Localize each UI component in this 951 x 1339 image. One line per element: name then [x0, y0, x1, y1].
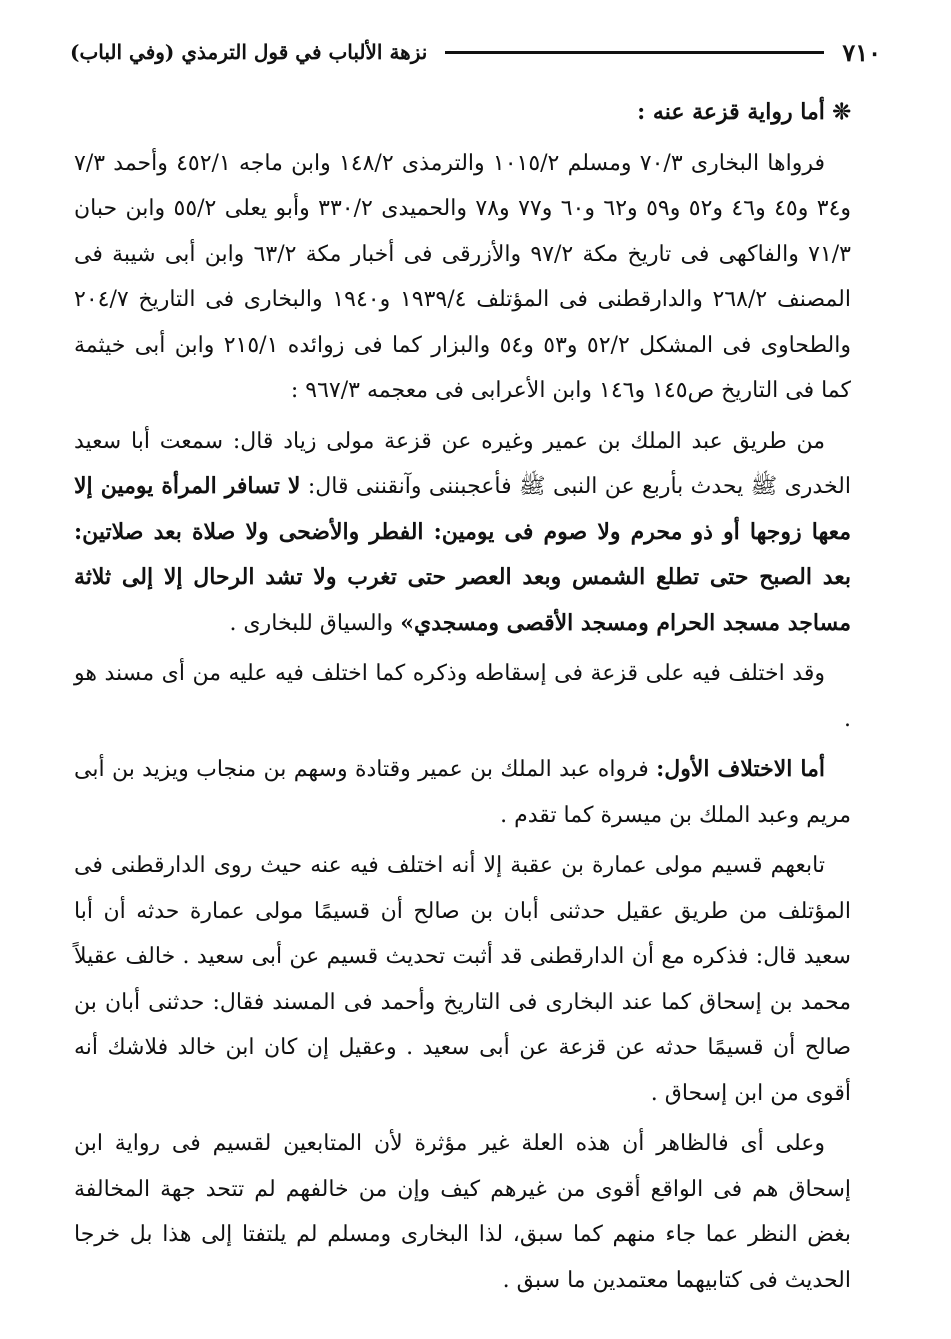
running-header	[70, 30, 881, 74]
first-disagreement-text: فرواه عبد الملك بن عمير وقتادة وسهم بن منجاب ويزيد بن أبى مريم وعبد الملك بن ميسرة كما تقدم .	[74, 757, 851, 828]
paragraph-disagreement: وقد اختلف فيه على قزعة فى إسقاطه وذكره كما اختلف فيه عليه من أى مسند هو .	[74, 661, 851, 732]
header-rule	[445, 51, 824, 54]
hadith-intro: من طريق عبد الملك بن عمير وغيره عن قزعة مولى زياد قال: سمعت أبا سعيد الخدرى ﷺ يحدث بأربع عن النبى ﷺ فأعجبننى وآنقننى قال:	[74, 428, 851, 499]
paragraph-first-disagreement	[74, 747, 851, 838]
paragraph-hadith	[74, 419, 851, 647]
paragraph-qusaym: تابعهم قسيم مولى عمارة بن عقبة إلا أنه اختلف فيه عنه حيث روى الدارقطنى فى المؤتلف من طريق عقيل حدثنى أبان بن صالح أن قسيمًا مولى عمارة حدثه أن أبا سعيد قال: فذكره مع أن الدارقطنى قد أثبت تحديث قسيم عن أبى سعيد . خالف عقيلاً محمد بن إسحاق كما عند البخارى فى التاريخ وأحمد فى المسند فقال: حدثنى أبان بن صالح أن قسيمًا حدثه عن قزعة عن أبى سعيد . وعقيل إن كان ابن خالد فلاشك أنه أقوى من ابن إسحاق .	[74, 853, 851, 1106]
body-text	[74, 90, 851, 1308]
running-title: نزهة الألباب في قول الترمذي (وفي الباب)	[70, 40, 428, 64]
section-heading: ❊ أما رواية قزعة عنه :	[637, 99, 851, 125]
paragraph-conclusion: وعلى أى فالظاهر أن هذه العلة غير مؤثرة لأن المتابعين لقسيم فى رواية ابن إسحاق هم فى الواقع أقوى من غيرهم كيف وإن من خالفهم لم تتحد جهة المخالفة بغض النظر عما جاء منهم كما سبق، لذا البخارى ومسلم لم يلتفتا إلى هذا بل خرجا الحديث فى كتابيهما معتمدين ما سبق .	[74, 1131, 851, 1293]
hadith-text: لا تسافر المرأة يومين إلا معها زوجها أو ذو محرم ولا صوم فى يومين: الفطر والأضحى ولا صلاة بعد صلاتين: بعد الصبح حتى تطلع الشمس وبعد العصر حتى تغرب ولا تشد الرحال إلا إلى ثلاثة مساجد مسجد الحرام ومسجد الأقصى ومسجدي»	[74, 473, 851, 636]
page-number: ٧١٠	[842, 37, 881, 67]
hadith-outro: والسياق للبخارى .	[229, 610, 401, 636]
paragraph-sources: فرواها البخارى ٧٠/٣ ومسلم ١٠١٥/٢ والترمذى ١٤٨/٢ وابن ماجه ٤٥٢/١ وأحمد ٧/٣ و٣٤ و٤٥ و٤٦ و٥٢ و٥٩ و٦٢ و٦٠ و٧٧ و٧٨ والحميدى ٣٣٠/٢ وأبو يعلى ٥٥/٢ وابن حبان ٧١/٣ والفاكهى فى تاريخ مكة ٩٧/٢ والأزرقى فى أخبار مكة ٦٣/٢ وابن أبى شيبة فى المصنف ٢٦٨/٢ والدارقطنى فى المؤتلف ١٩٣٩/٤ و١٩٤٠ والبخارى فى التاريخ ٢٠٤/٧ والطحاوى فى المشكل ٥٢/٢ و٥٣ و٥٤ والبزار كما فى زوائده ٢١٥/١ وابن أبى خيثمة كما فى التاريخ ص١٤٥ و١٤٦ وابن الأعرابى فى معجمه ٩٦٧/٣ :	[74, 150, 852, 403]
first-disagreement-label: أما الاختلاف الأول:	[656, 756, 826, 782]
